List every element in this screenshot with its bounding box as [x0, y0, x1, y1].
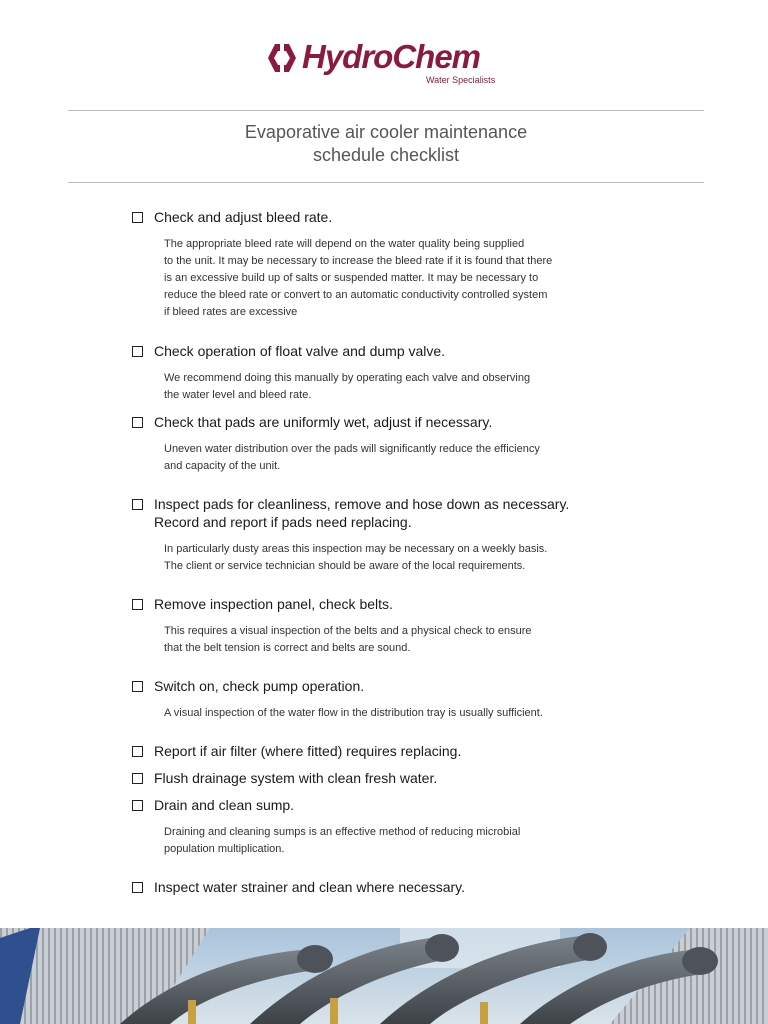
item-label: Inspect water strainer and clean where necessary. [154, 879, 466, 895]
item-description: The appropriate bleed rate will depend on the water quality being supplied to the unit. It may be necessary to increase the bleed rate if it is found that there is an excessive build up of salts or suspended matter. It may be necessary to reduce the bleed rate or convert to an automatic conductivity controlled system if bleed rates are excessive [164, 238, 553, 318]
brand-name: HydroChem [302, 38, 481, 75]
title-divider [68, 182, 704, 183]
checkbox[interactable] [132, 212, 143, 223]
item-description: A visual inspection of the water flow in the distribution tray is usually sufficient. [164, 707, 543, 719]
checklist-item [132, 878, 632, 896]
checklist-item [132, 413, 632, 475]
item-description: Uneven water distribution over the pads will significantly reduce the efficiency and capacity of the unit. [164, 443, 540, 472]
checklist-item [132, 769, 632, 787]
checklist-item [132, 495, 632, 575]
checkbox[interactable] [132, 800, 143, 811]
checkbox[interactable] [132, 346, 143, 357]
checklist-item [132, 677, 632, 722]
item-label: Check operation of float valve and dump valve. [154, 343, 446, 359]
item-label: Inspect pads for cleanliness, remove and hose down as necessary. Record and report if pads need replacing. [154, 496, 570, 530]
logo-mark-icon [266, 42, 298, 74]
checklist-item [132, 742, 632, 760]
item-label: Check and adjust bleed rate. [154, 209, 333, 225]
item-description: This requires a visual inspection of the belts and a physical check to ensure that the belt tension is correct and belts are sound. [164, 625, 532, 654]
checkbox[interactable] [132, 499, 143, 510]
brand-tagline: Water Specialists [426, 75, 496, 85]
item-label: Switch on, check pump operation. [154, 678, 365, 694]
item-description: Draining and cleaning sumps is an effective method of reducing microbial population multiplication. [164, 826, 521, 855]
item-label: Check that pads are uniformly wet, adjust if necessary. [154, 414, 493, 430]
hydrochem-logo [266, 38, 506, 88]
item-label: Flush drainage system with clean fresh water. [154, 770, 438, 786]
checkbox[interactable] [132, 746, 143, 757]
checklist-item [132, 595, 632, 657]
pipes-photo [0, 928, 768, 1024]
checklist-item [132, 342, 632, 404]
item-label: Remove inspection panel, check belts. [154, 596, 393, 612]
top-divider [68, 110, 704, 111]
item-description: We recommend doing this manually by operating each valve and observing the water level and bleed rate. [164, 372, 531, 401]
checkbox[interactable] [132, 882, 143, 893]
item-label: Drain and clean sump. [154, 797, 295, 813]
item-label: Report if air filter (where fitted) requires replacing. [154, 743, 462, 759]
page-title: Evaporative air cooler maintenance schedule checklist [244, 122, 528, 165]
checklist-item [132, 796, 632, 858]
checkbox[interactable] [132, 417, 143, 428]
item-description: In particularly dusty areas this inspection may be necessary on a weekly basis. The client or service technician should be aware of the local requirements. [164, 543, 548, 572]
checkbox[interactable] [132, 599, 143, 610]
checklist-item [132, 208, 632, 321]
checkbox[interactable] [132, 773, 143, 784]
checkbox[interactable] [132, 681, 143, 692]
